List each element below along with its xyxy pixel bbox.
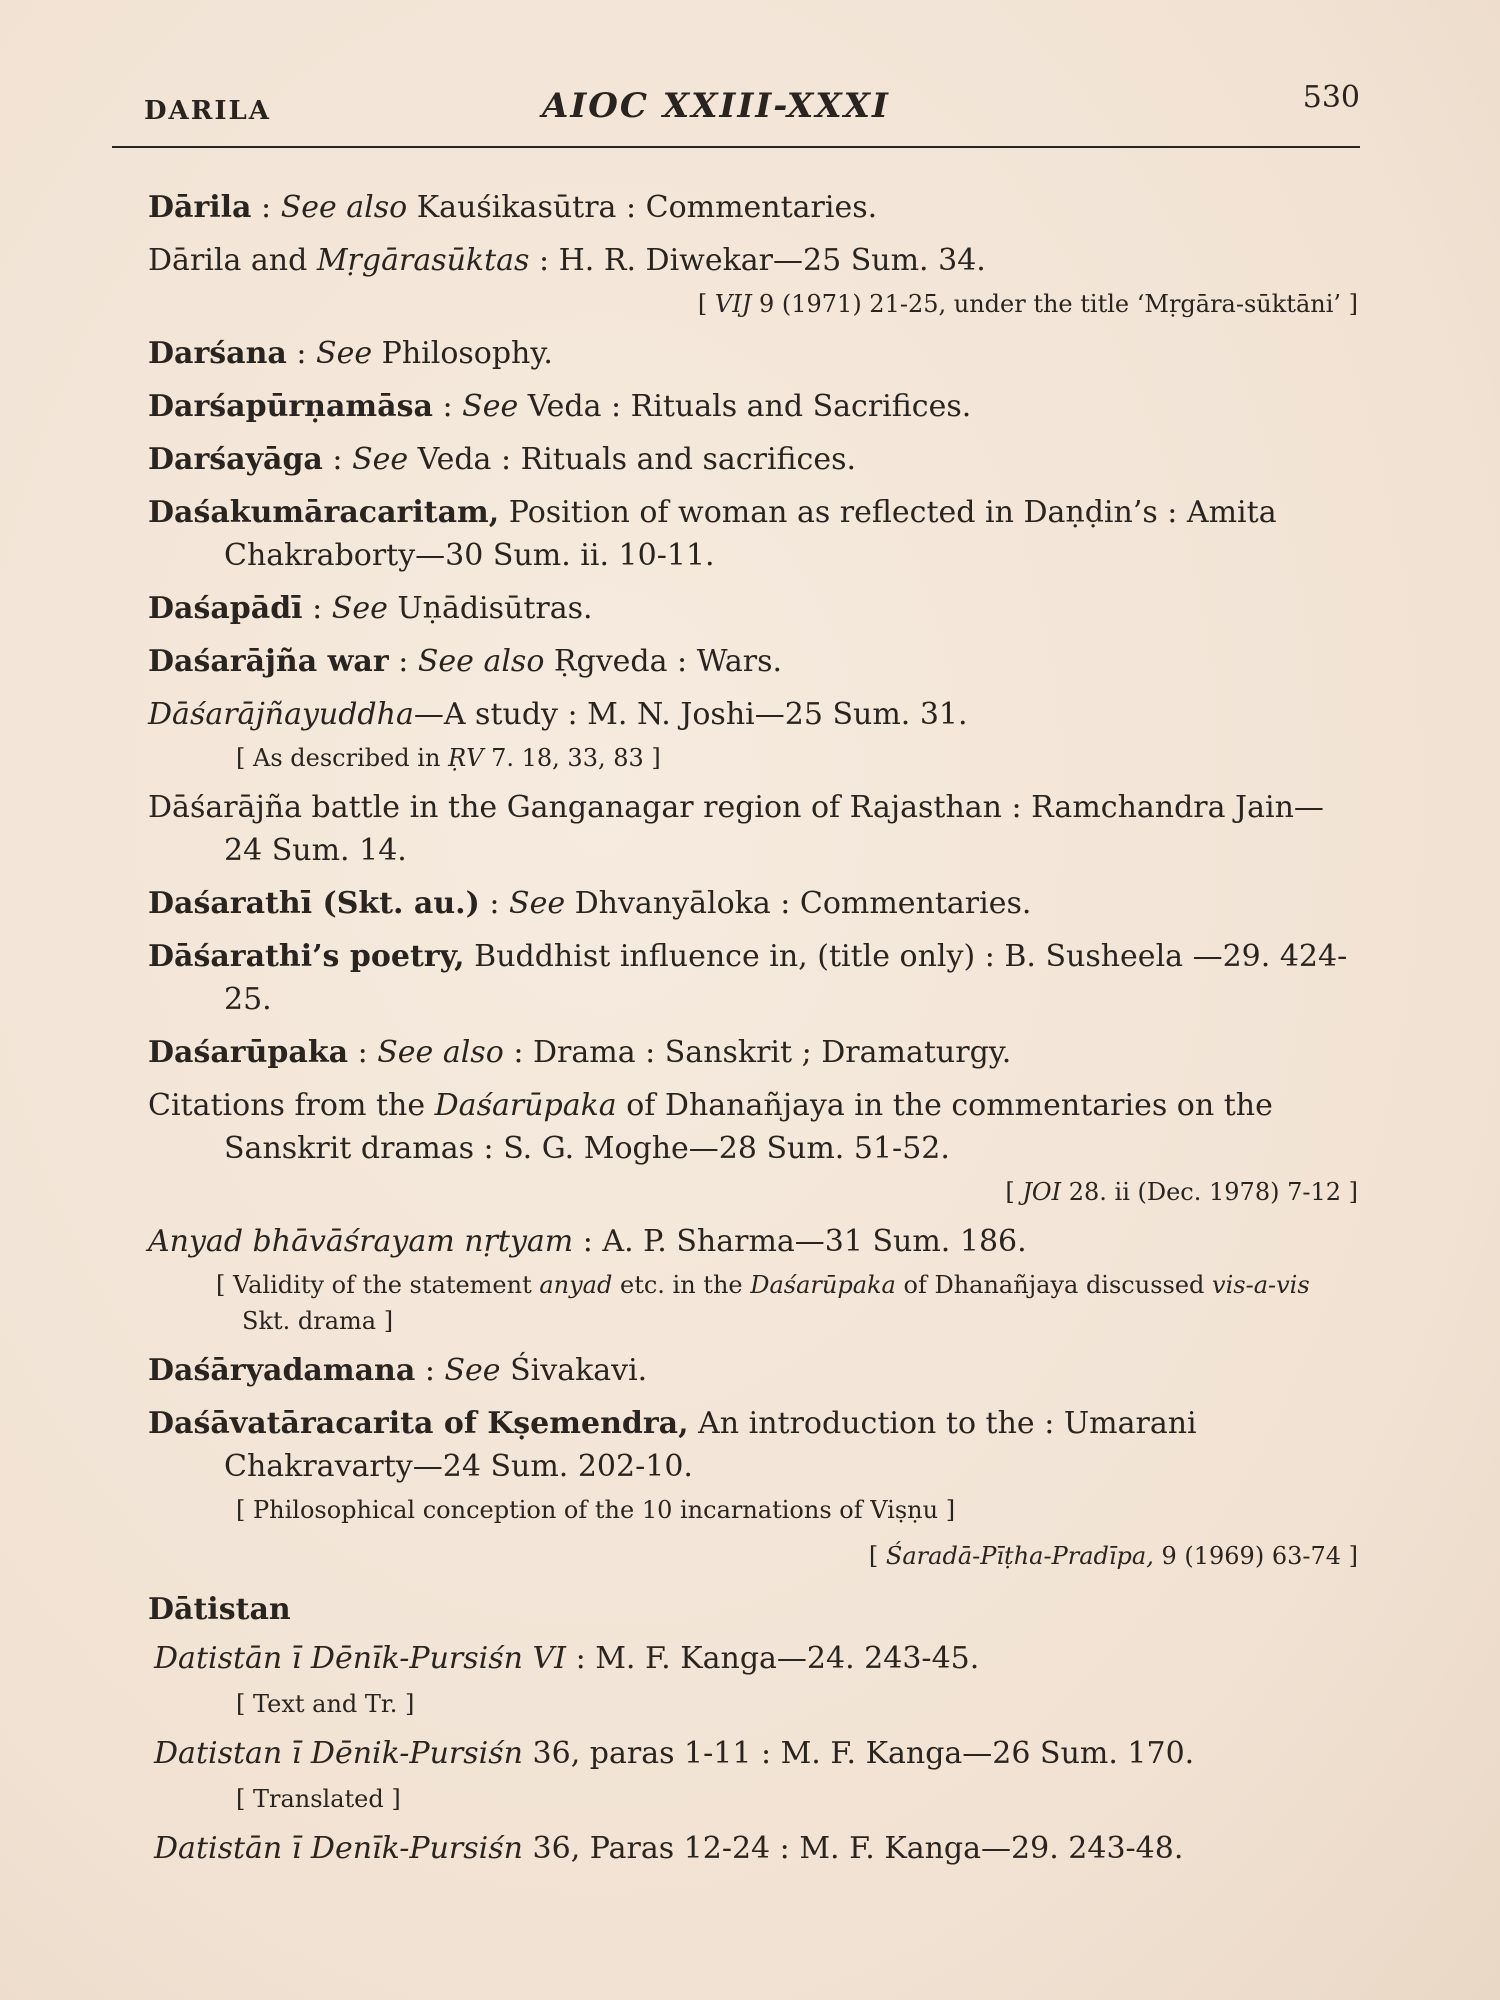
running-header bbox=[110, 78, 1360, 126]
index-entry: Dāśarājña battle in the Ganganagar region of Rajasthan : Ramchandra Jain—24 Sum. 14. bbox=[148, 790, 1324, 868]
index-entry: Anyad bhāvāśrayam nṛtyam : A. P. Sharma—31 Sum. 186. bbox=[148, 1224, 1027, 1259]
source-note: [ Śaradā-Pīṭha-Pradīpa, 9 (1969) 63-74 ] bbox=[868, 1542, 1358, 1570]
index-entry: Daśāryadamana : See Śivakavi. bbox=[148, 1353, 648, 1388]
index-entry: Datistān ī Dēnīk-Pursiśn VI : M. F. Kanga—24. 243-45. bbox=[154, 1641, 980, 1676]
source-note: [ Philosophical conception of the 10 incarnations of Viṣṇu ] bbox=[236, 1496, 956, 1524]
index-entries bbox=[148, 186, 1358, 1876]
index-entry: Darśana : See Philosophy. bbox=[148, 336, 553, 371]
index-entry: Daśarathī (Skt. au.) : See Dhvanyāloka : Commentaries. bbox=[148, 886, 1032, 921]
header-title: AIOC XXIII-XXXI bbox=[542, 86, 890, 126]
index-entry: Dārila : See also Kauśikasūtra : Commentaries. bbox=[148, 190, 878, 225]
section-heading: Dātistan bbox=[148, 1592, 291, 1627]
source-note: [ Translated ] bbox=[236, 1785, 401, 1813]
index-entry: Citations from the Daśarūpaka of Dhanañjaya in the commentaries on the Sanskrit dramas : S. G. Moghe—28 Sum. 51-52. bbox=[148, 1088, 1273, 1166]
index-entry: Darśapūrṇamāsa : See Veda : Rituals and Sacrifices. bbox=[148, 389, 972, 424]
header-rule bbox=[112, 146, 1360, 148]
index-entry: Daśapādī : See Uṇādisūtras. bbox=[148, 591, 593, 626]
index-entry: Dāśarājñayuddha—A study : M. N. Joshi—25 Sum. 31. bbox=[148, 697, 968, 732]
index-entry: Dārila and Mṛgārasūktas : H. R. Diwekar—25 Sum. 34. bbox=[148, 243, 986, 278]
index-entry: Dāśarathi’s poetry, Buddhist influence in, (title only) : B. Susheela —29. 424-25. bbox=[148, 939, 1348, 1017]
source-note: [ JOI 28. ii (Dec. 1978) 7-12 ] bbox=[1005, 1178, 1358, 1206]
source-note: [ Validity of the statement anyad etc. in the Daśarūpaka of Dhanañjaya discussed vis-a-vis Skt. drama ] bbox=[216, 1271, 1310, 1335]
source-note: [ As described in ṚV 7. 18, 33, 83 ] bbox=[236, 744, 661, 772]
index-entry: Datistān ī Denīk-Pursiśn 36, Paras 12-24 : M. F. Kanga—29. 243-48. bbox=[154, 1831, 1184, 1866]
index-entry: Daśarājña war : See also Ṛgveda : Wars. bbox=[148, 644, 783, 679]
index-entry: Daśarūpaka : See also : Drama : Sanskrit ; Dramaturgy. bbox=[148, 1035, 1012, 1070]
index-entry: Daśakumāracaritam, Position of woman as reflected in Daṇḍin’s : Amita Chakraborty—30 Sum. ii. 10-11. bbox=[148, 495, 1277, 573]
header-left: DARILA bbox=[144, 96, 271, 126]
source-note: [ VIJ 9 (1971) 21-25, under the title ‘Mṛgāra-sūktāni’ ] bbox=[697, 290, 1358, 318]
index-entry: Datistan ī Dēnik-Pursiśn 36, paras 1-11 : M. F. Kanga—26 Sum. 170. bbox=[154, 1736, 1195, 1771]
index-entry: Darśayāga : See Veda : Rituals and sacrifices. bbox=[148, 442, 857, 477]
page-number: 530 bbox=[1302, 80, 1360, 115]
source-note: [ Text and Tr. ] bbox=[236, 1690, 415, 1718]
index-entry: Daśāvatāracarita of Kṣemendra, An introduction to the : Umarani Chakravarty—24 Sum. 202-10. bbox=[148, 1406, 1197, 1484]
